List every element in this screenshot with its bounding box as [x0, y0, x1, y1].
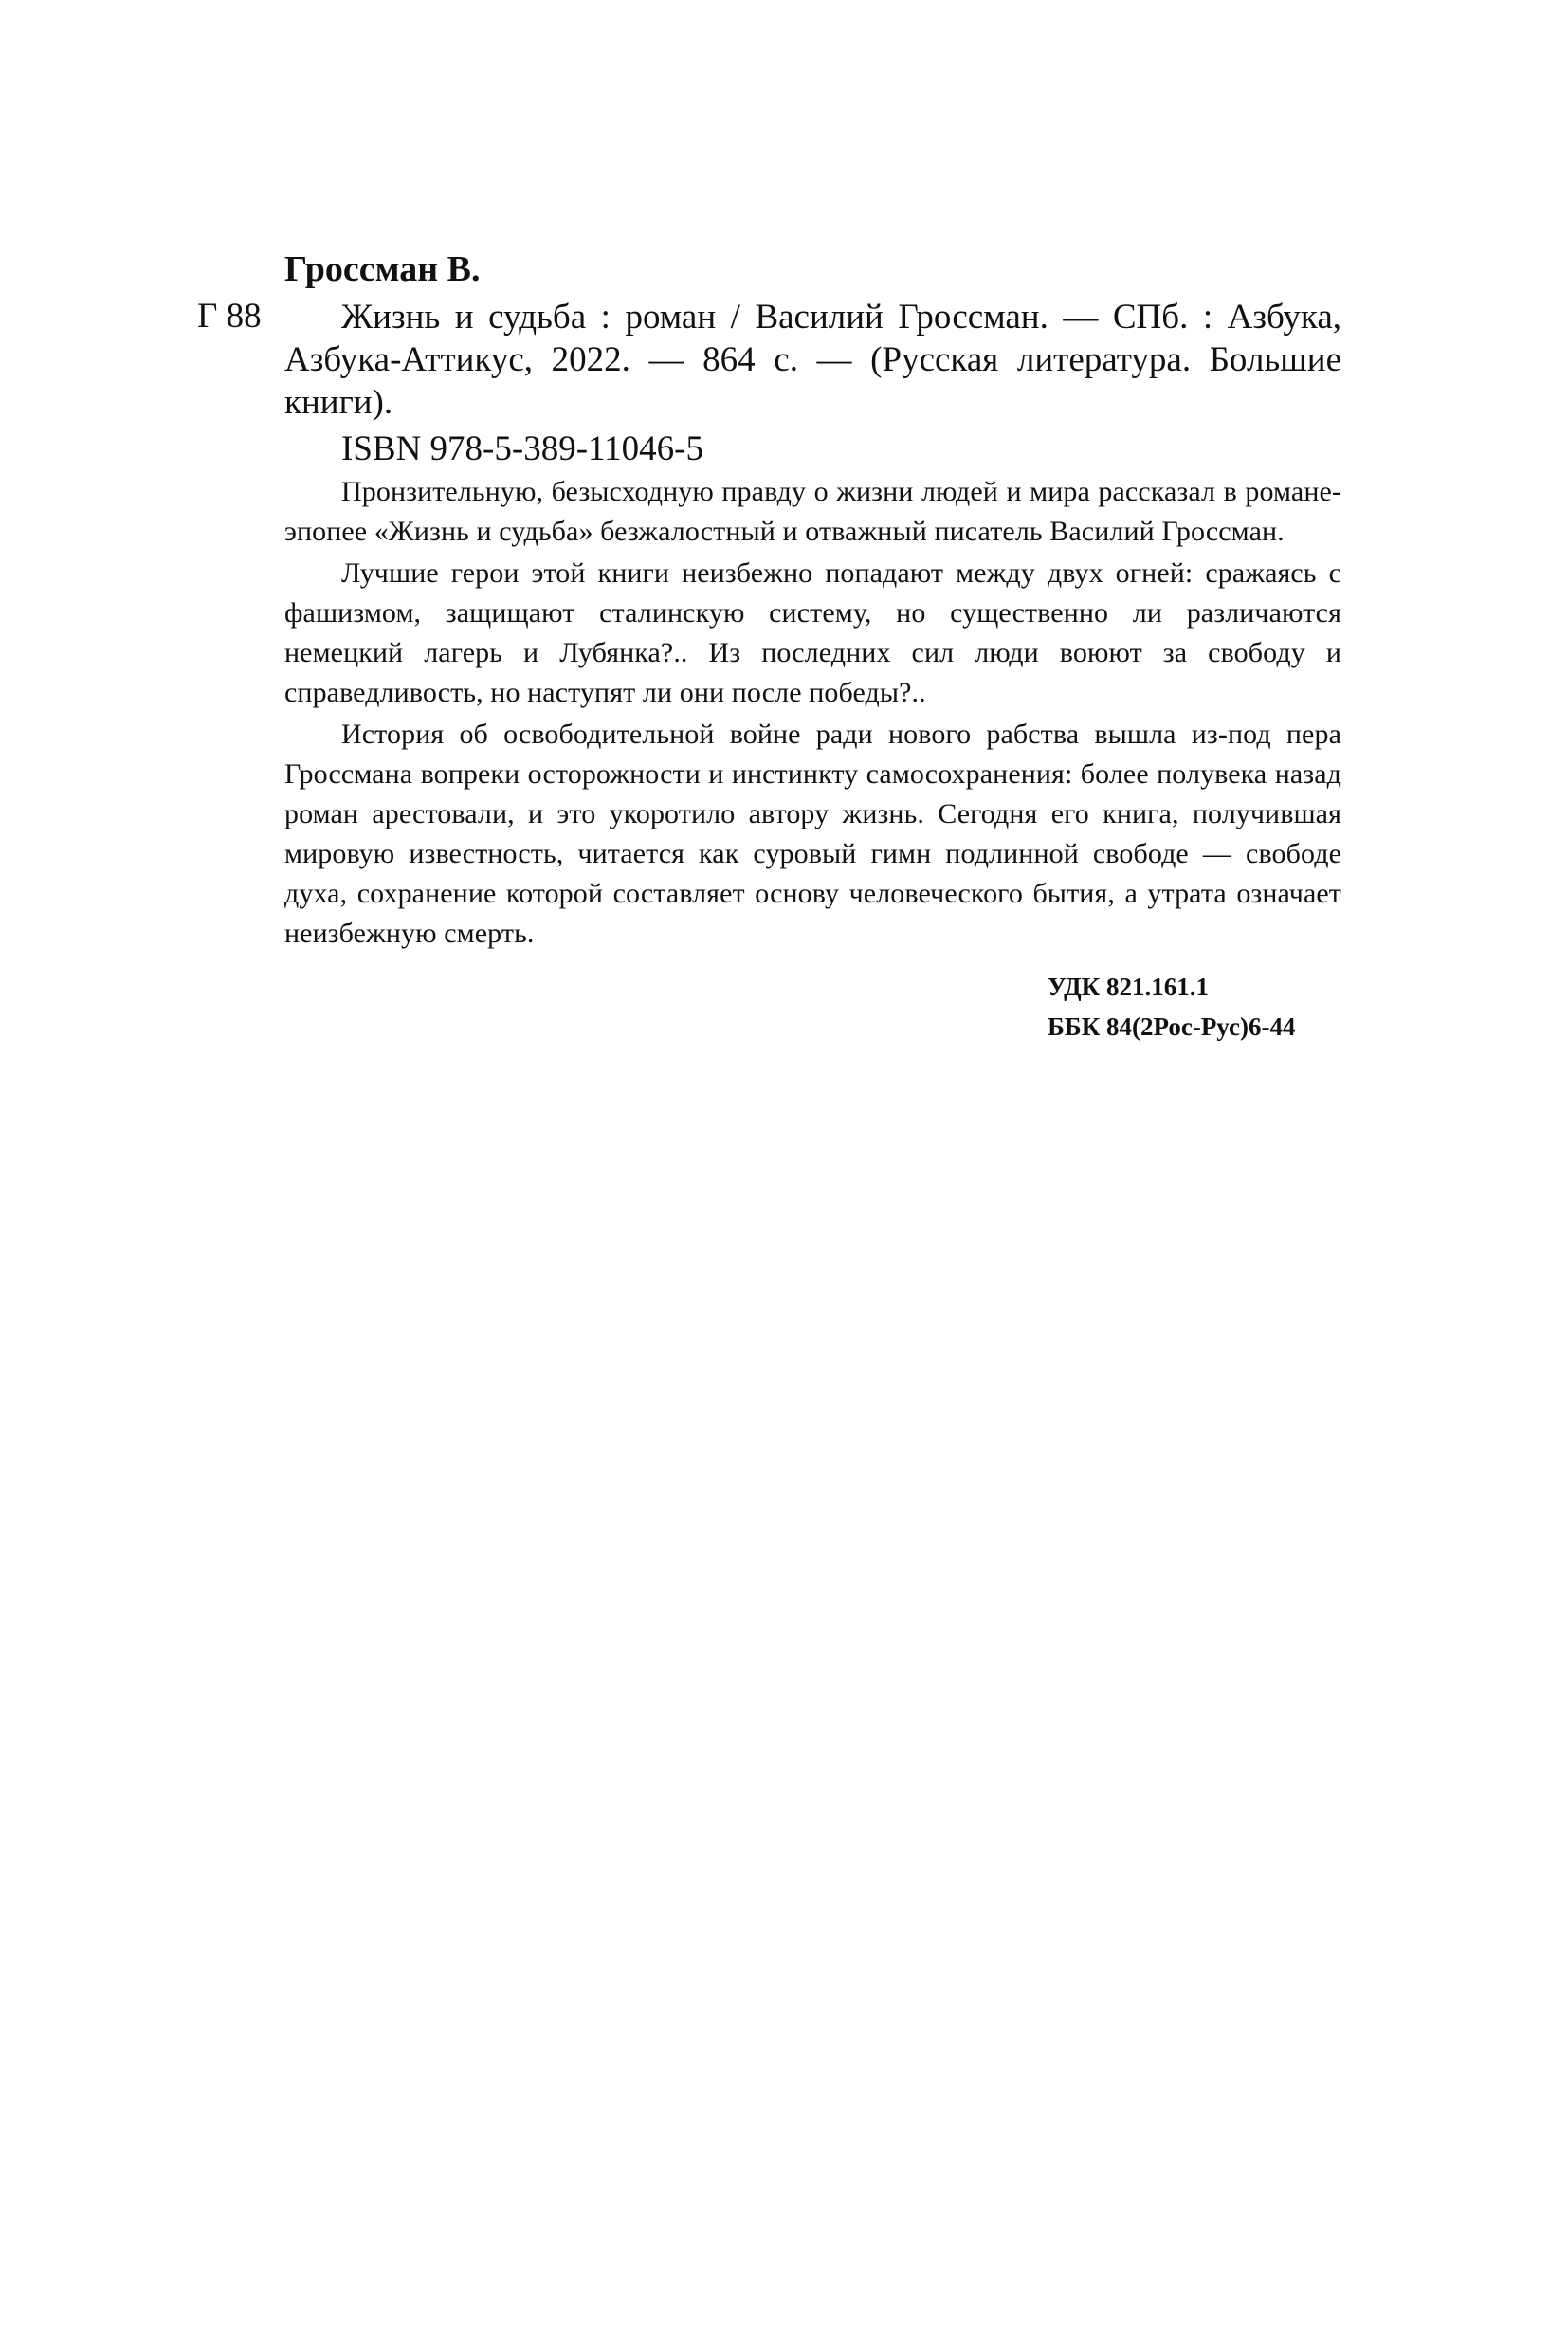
catalog-card	[197, 248, 1341, 1047]
author-heading: Гроссман В.	[284, 249, 481, 289]
annotation	[284, 472, 1341, 954]
isbn-line: ISBN 978-5-389-11046-5	[341, 429, 703, 468]
annotation-paragraph: История об освободительной войне ради нового рабства вышла из-под пера Гроссмана вопреки осторожности и инстинкту самосохранения: более полувека назад роман арестовали, и это укоротило автору жизнь. Сегодня его книга, получившая мировую известность, читается как суровый гимн подлинной свободе — свободе духа, сохранение которой составляет основу человеческого бытия, а утрата означает неизбежную смерть.	[284, 719, 1341, 949]
bibliographic-entry: Жизнь и судьба : роман / Василий Гроссман. — СПб. : Азбука, Азбука-Аттикус, 2022. — 864 с. — (Русская литература. Большие книги).	[284, 298, 1341, 422]
author-mark-code: Г 88	[197, 297, 262, 336]
udc-code: УДК 821.161.1	[1048, 973, 1209, 1001]
classification-block	[284, 967, 1341, 1047]
bbk-code: ББК 84(2Рос-Рус)6-44	[1048, 1012, 1296, 1041]
annotation-paragraph: Лучшие герои этой книги неизбежно попадают между двух огней: сражаясь с фашизмом, защищают сталинскую систему, но существенно ли различаются немецкий лагерь и Лубянка?.. Из последних сил люди воюют за свободу и справедливость, но наступят ли они после победы?..	[284, 557, 1341, 708]
annotation-paragraph: Пронзительную, безысходную правду о жизни людей и мира рассказал в романе-эпопее «Жизнь и судьба» безжалостный и отважный писатель Василий Гроссман.	[284, 476, 1341, 547]
